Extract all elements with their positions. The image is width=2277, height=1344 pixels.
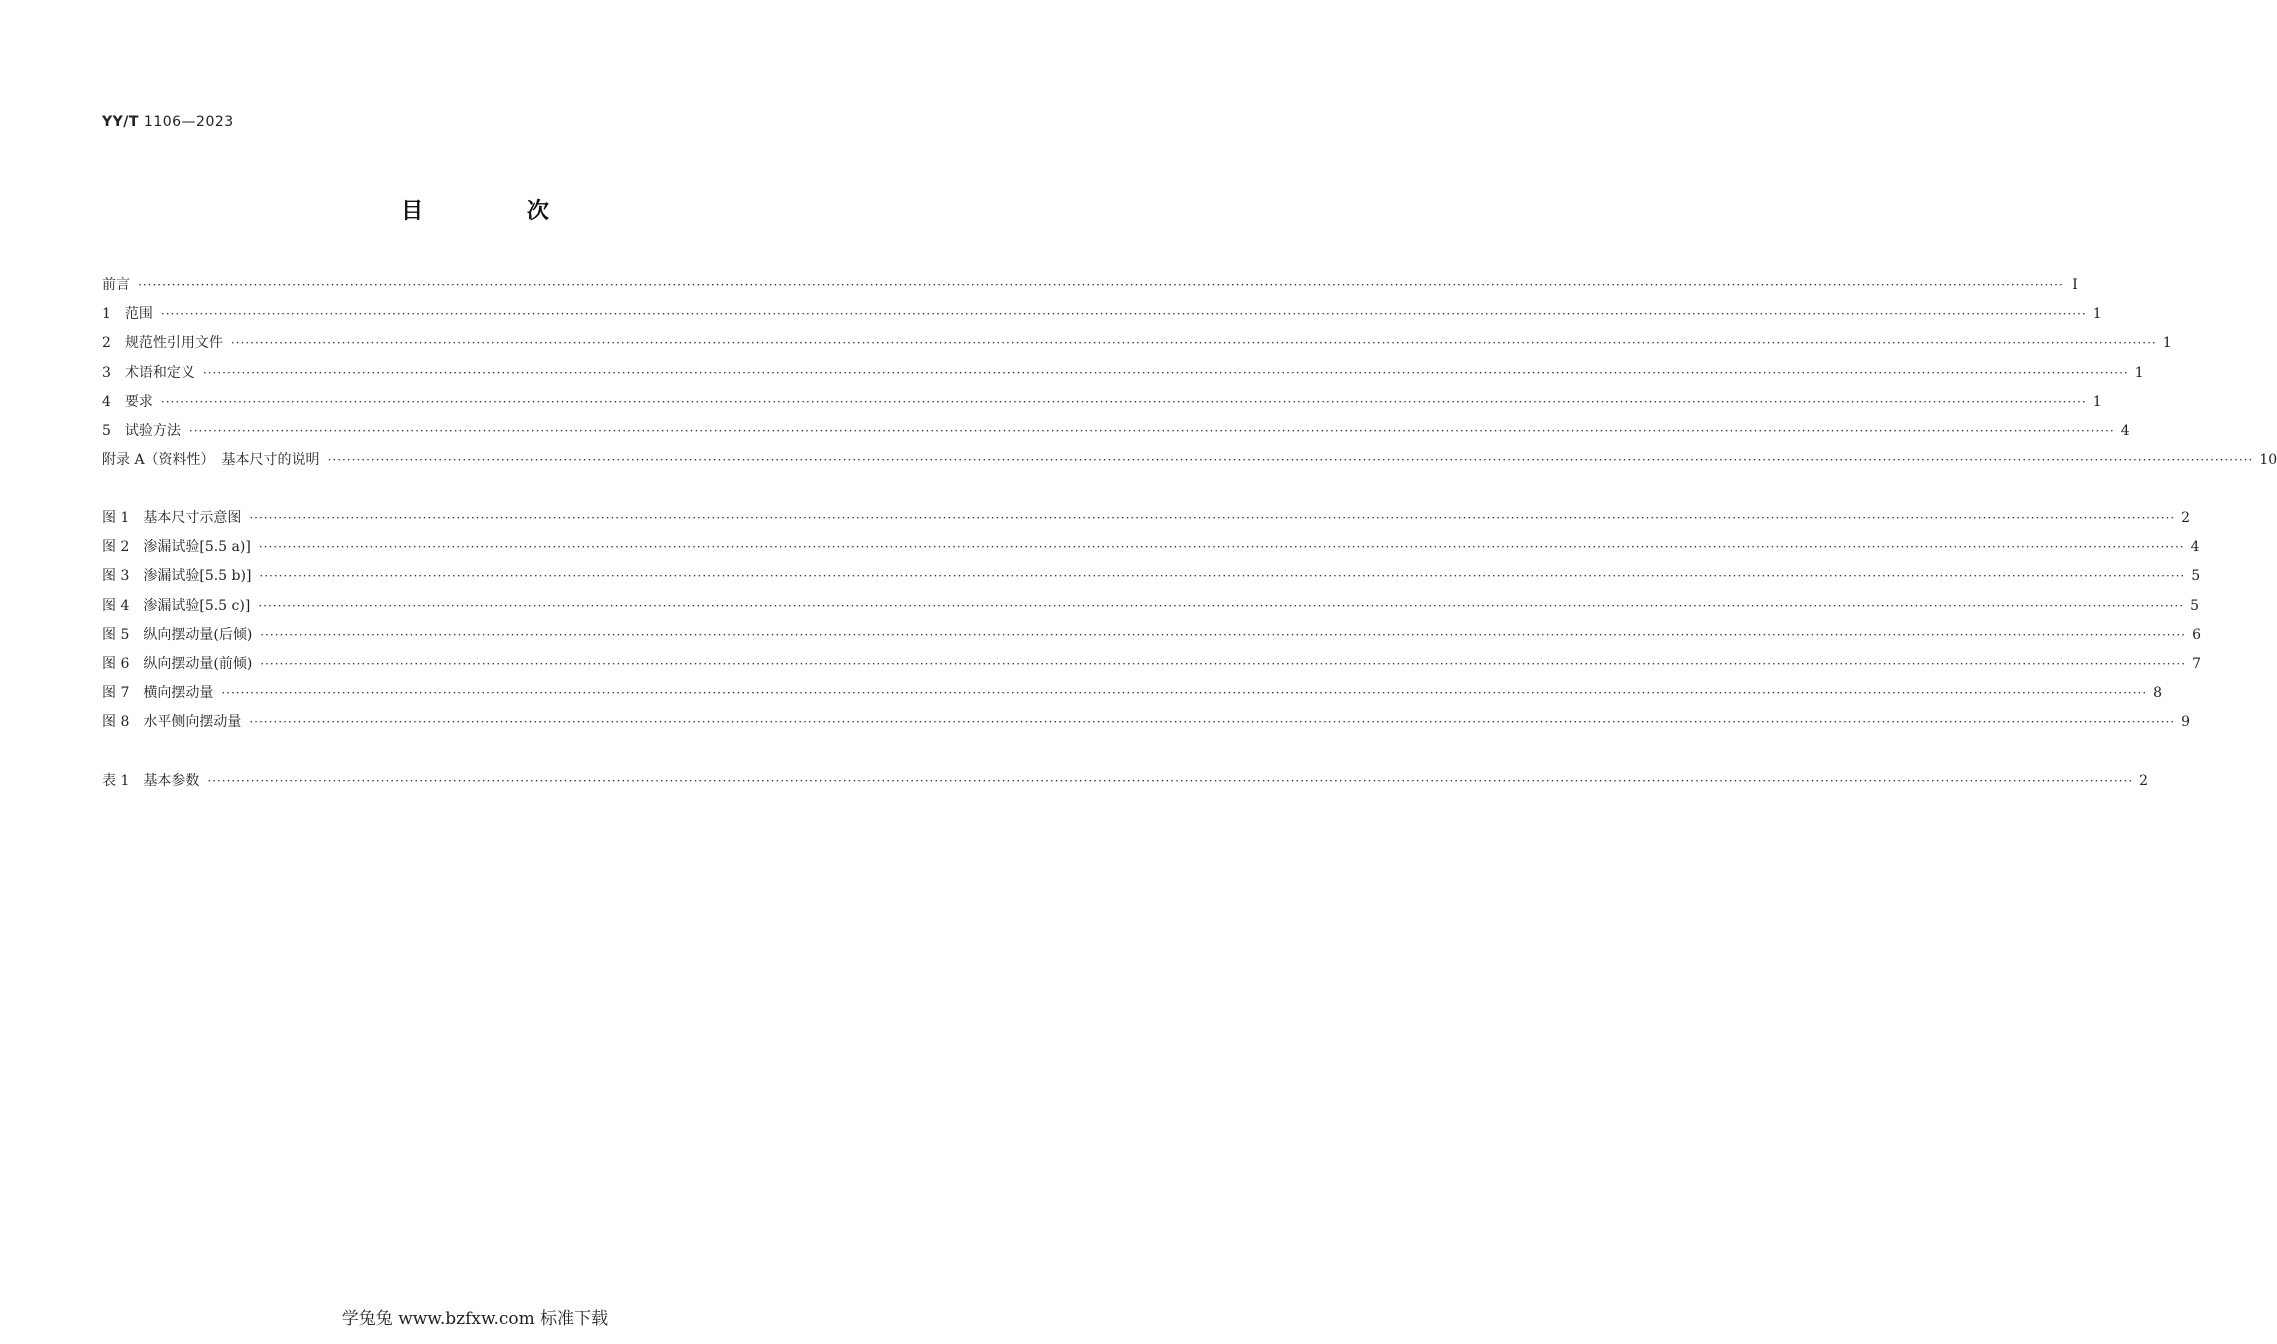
figure-entry	[102, 683, 2163, 703]
toc-entry-page-number: 1	[2134, 364, 2144, 381]
figure-entry-page-number: 9	[2181, 714, 2191, 731]
figure-entry	[102, 537, 2200, 557]
toc-entry-page-number: 1	[2092, 393, 2102, 410]
figure-entry-page-number: 4	[2190, 539, 2200, 556]
figure-entry-page-number: 8	[2153, 685, 2163, 702]
toc-entry	[102, 450, 2277, 470]
footer-watermark: 学兔兔 www.bzfxw.com 标准下载	[341, 1309, 609, 1329]
figure-entry	[102, 596, 2200, 616]
toc-entry-label: 前言	[102, 277, 130, 293]
toc-entry-label: 4 要求	[102, 393, 153, 410]
figure-entry-label: 图 7 横向摆动量	[102, 685, 214, 702]
toc-entry	[102, 275, 2078, 295]
dot-leader: ················································································································································································································································································································································································································	[160, 307, 2087, 322]
toc-entry	[102, 333, 2172, 353]
dot-leader: ················································································································································································································································································································································································································	[221, 686, 2148, 701]
figure-entry	[102, 625, 2201, 645]
figure-entry-label: 图 8 水平侧向摆动量	[102, 714, 242, 731]
standard-code-prefix: YY/T	[102, 114, 139, 130]
dot-leader: ················································································································································································································································································································································································································	[249, 715, 2176, 730]
toc-entry-page-number: Ⅰ	[2072, 277, 2078, 293]
dot-leader: ················································································································································································································································································································································································································	[260, 627, 2187, 642]
toc-entry-page-number: 10	[2259, 452, 2277, 469]
figure-entry-page-number: 7	[2192, 656, 2201, 672]
dot-leader: ················································································································································································································································································································································································································	[258, 598, 2185, 613]
figure-entry	[102, 508, 2191, 528]
figure-entry	[102, 712, 2191, 732]
toc-entry	[102, 304, 2102, 324]
toc-entry-label: 5 试验方法	[102, 423, 181, 439]
table-entry-page-number: 2	[2139, 773, 2149, 789]
toc-entry-label: 3 术语和定义	[102, 364, 195, 381]
figure-entry-label: 图 4 渗漏试验[5.5 c)]	[102, 597, 251, 614]
dot-leader: ················································································································································································································································································································································································································	[188, 424, 2115, 438]
page-title: 目 次	[401, 199, 597, 224]
toc-entry	[102, 363, 2144, 383]
dot-leader: ················································································································································································································································································································································································································	[138, 278, 2064, 292]
toc-entry-page-number: 4	[2120, 423, 2130, 439]
figure-entry-page-number: 2	[2181, 510, 2191, 526]
table-entry-label: 表 1 基本参数	[102, 773, 200, 789]
figure-entry	[102, 566, 2201, 586]
figure-entry-label: 图 2 渗漏试验[5.5 a)]	[102, 539, 251, 556]
figure-entry-label: 图 3 渗漏试验[5.5 b)]	[102, 568, 252, 585]
dot-leader: ················································································································································································································································································································································································································	[258, 540, 2185, 555]
standard-code	[102, 114, 234, 130]
dot-leader: ················································································································································································································································································································································································································	[260, 657, 2187, 671]
toc-entry-page-number: 1	[2092, 306, 2102, 323]
toc-entry-page-number: 1	[2162, 335, 2172, 352]
figure-entry-page-number: 6	[2192, 626, 2201, 643]
standard-code-number: 1106—2023	[143, 114, 234, 130]
toc-entry-label: 2 规范性引用文件	[102, 335, 223, 352]
dot-leader: ················································································································································································································································································································································································································	[259, 569, 2186, 584]
toc-entry-label: 附录 A（资料性） 基本尺寸的说明	[102, 452, 320, 469]
toc-entry	[102, 392, 2102, 412]
table-entry	[102, 771, 2149, 791]
figure-entry-page-number: 5	[2191, 568, 2201, 585]
dot-leader: ················································································································································································································································································································································································································	[207, 774, 2134, 788]
dot-leader: ················································································································································································································································································································································································································	[249, 511, 2176, 525]
toc-entry-label: 1 范围	[102, 306, 153, 323]
dot-leader: ················································································································································································································································································································································································································	[230, 336, 2157, 351]
toc-entry	[102, 421, 2130, 441]
dot-leader: ················································································································································································································································································································································································································	[327, 453, 2254, 468]
dot-leader: ················································································································································································································································································································································································································	[202, 365, 2129, 380]
figure-entry-label: 图 5 纵向摆动量(后倾)	[102, 626, 253, 643]
figure-entry-page-number: 5	[2190, 597, 2200, 614]
figure-entry	[102, 654, 2201, 674]
dot-leader: ················································································································································································································································································································································································································	[160, 394, 2087, 409]
figure-entry-label: 图 6 纵向摆动量(前倾)	[102, 656, 253, 672]
figure-entry-label: 图 1 基本尺寸示意图	[102, 510, 242, 526]
